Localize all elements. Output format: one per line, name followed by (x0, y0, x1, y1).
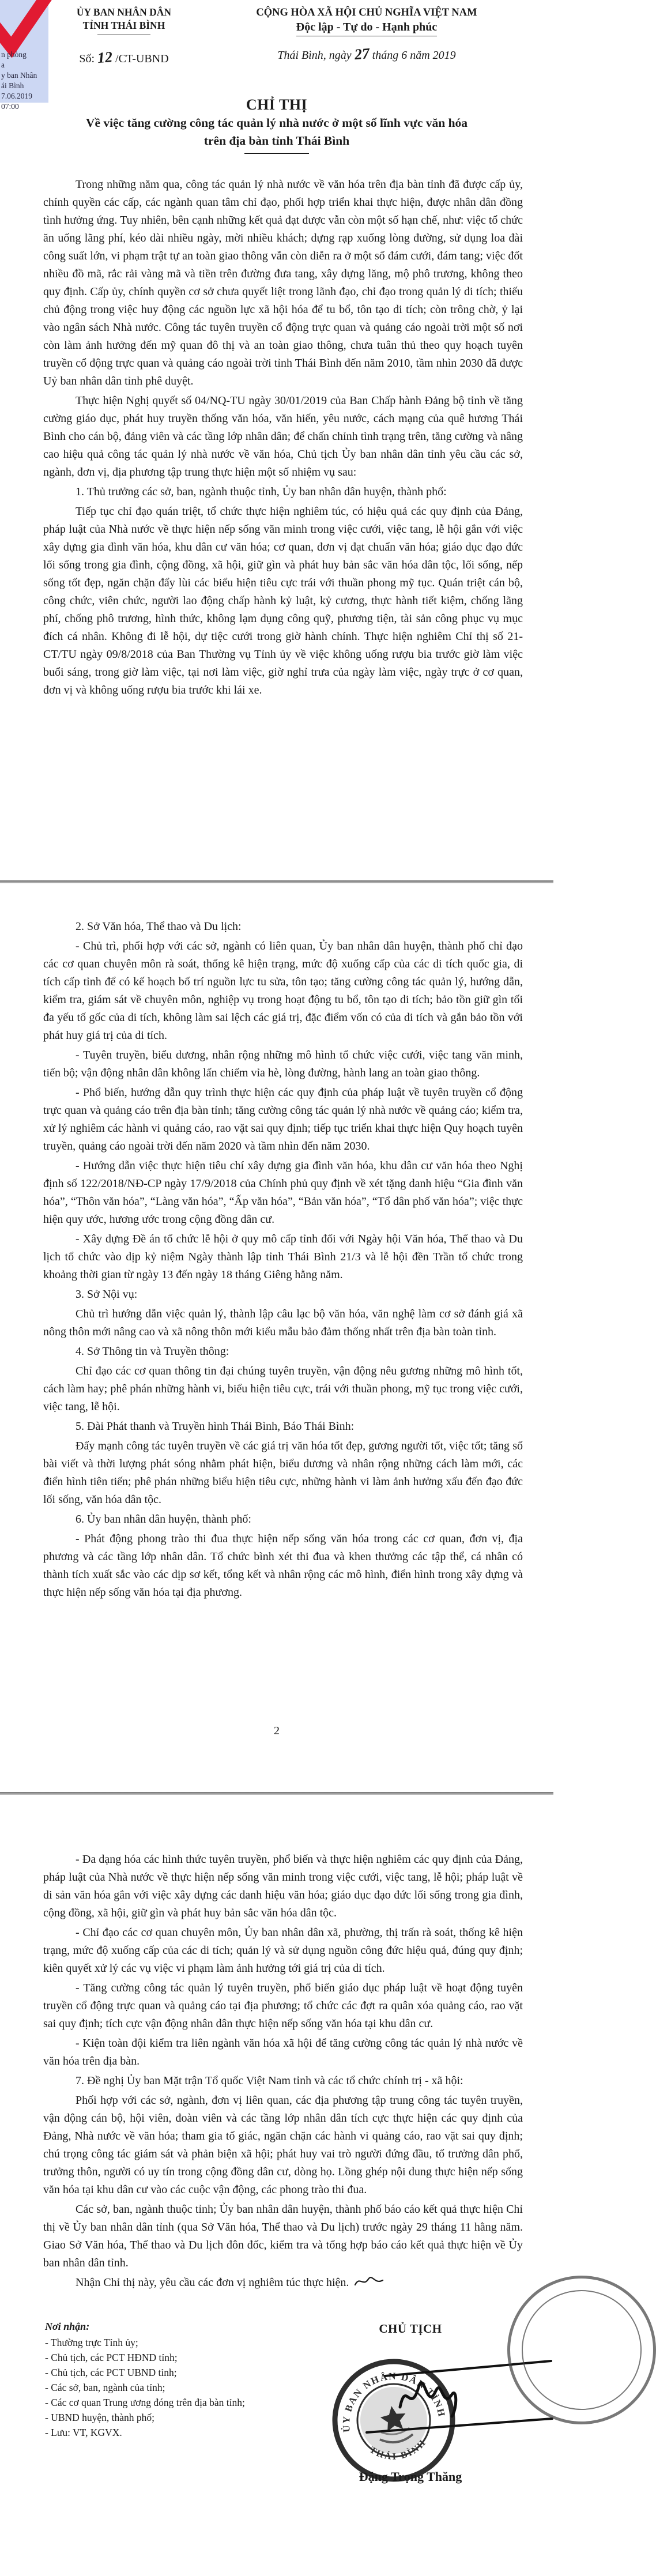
handwritten-number: 12 (96, 48, 114, 67)
paragraph: - Đa dạng hóa các hình thức tuyên truyền, phổ biến và thực hiện nghiêm các quy định của Đảng, pháp luật của Nhà nước về thực hiện nếp sống văn minh trong việc cưới, việc tang, lễ hội; pháp luật về di sản văn hóa gắn với việc xây dựng các danh hiệu văn hóa; giáo dục đạo đức lối sống trong gia đình, cộng đồng, xã hội, giữ gìn và phát huy bản sắc văn hóa dân tộc. (43, 1853, 523, 1919)
number-suffix: /CT-UBND (115, 52, 169, 65)
issuing-authority-block (48, 6, 199, 66)
paragraph: - Chủ trì, phối hợp với các sở, ngành có liên quan, Ủy ban nhân dân huyện, thành phố chỉ đạo các cơ quan chuyên môn rà soát, thống kê hiện trạng, mức độ xuống cấp của các di tích quốc gia, di tích cấp tỉnh để có kế hoạch bố trí nguồn lực tu sửa, tôn tạo; tăng cường công tác quản lý, hướng dẫn, kiểm tra, giám sát về chuyên môn, nghiệp vụ trong hoạt động tu bổ, tôn tạo di tích; bảo tồn giữ gìn tối đa yếu tố gốc của di tích, không làm sai lệch các giá trị, đặc điểm vốn có của di tích và gắn bảo tồn với phát huy giá trị của di tích. (43, 940, 523, 1042)
paragraph: 4. Sở Thông tin và Truyền thông: (76, 1345, 229, 1358)
document-title-block (0, 96, 553, 154)
paragraph: Phối hợp với các sở, ngành, đơn vị liên quan, các địa phương tập trung công tác tuyên truyền, vận động cán bộ, hội viên, đoàn viên và các tầng lớp nhân dân tích cực thực hiện các quy định của Đảng, Nhà nước về văn hóa; tham gia tố giác, ngăn chặn các hành vi quảng cáo, rao vặt sai quy định; chú trọng công tác giám sát và phản biện xã hội; phát huy vai trò người đứng đầu, tổ trưởng dân phố, trưởng thôn, người có uy tín trong cộng đồng dân cư, dòng họ. Lồng ghép nội dung thực hiện nếp sống văn hóa tại khu dân cư vào các cuộc vận động, các phong trào thi đua. (43, 2094, 523, 2196)
paragraph: - Hướng dẫn việc thực hiện tiêu chí xây dựng gia đình văn hóa, khu dân cư văn hóa theo Nghị định số 122/2018/NĐ-CP ngày 17/9/2018 của Chính phủ quy định về xét tặng danh hiệu “Gia đình văn hóa”, “Thôn văn hóa”, “Làng văn hóa”, “Ấp văn hóa”, “Bản văn hóa”, “Tổ dân phố văn hóa”; việc thực hiện quy ước, hương ước trong cộng đồng dân cư. (43, 1159, 523, 1226)
checkmark-icon (0, 0, 45, 53)
paragraph: - Tăng cường công tác quản lý tuyên truyền, phổ biến giáo dục pháp luật về hoạt động tuyên truyền cổ động trực quan và quảng cáo tại địa phương; tổ chức các đợt ra quân xóa quảng cáo, rao vặt sai quy định; tích cực vận động nhân dân thực hiện nếp sống văn hóa tại khu dân cư. (43, 1982, 523, 2030)
page3-body (0, 1795, 553, 2292)
paragraph: Chỉ đạo các cơ quan thông tin đại chúng tuyên truyền, vận động nêu gương những mô hình tốt, cách làm hay; phê phán những hành vi, biểu hiện tiêu cực, trái với thuần phong, mỹ tục trong việc cưới, việc tang, lễ hội. (43, 1365, 523, 1413)
recipient-item: - Lưu: VT, KGVX. (45, 2427, 122, 2438)
national-motto-line2: Độc lập - Tự do - Hạnh phúc (205, 20, 528, 36)
national-header-block (205, 6, 528, 66)
paragraph: - Phổ biến, hướng dẫn quy trình thực hiện các quy định của pháp luật về tuyên truyền cổ động trực quan và quảng cáo trên địa bàn tỉnh; tăng cường công tác quản lý nhà nước về quảng cáo; kiểm tra, xử lý nghiêm các hành vi quảng cáo, rao vặt sai quy định; tiếp tục triển khai thực hiện Quy hoạch tuyên truyền, quảng cáo ngoài trời đến năm 2020 và tầm nhìn đến năm 2030. (43, 1086, 523, 1153)
partial-stamp-edge (507, 2276, 656, 2424)
recipients-label: Nơi nhận: (45, 2321, 90, 2332)
paragraph: Chủ trì hướng dẫn việc quản lý, thành lập câu lạc bộ văn hóa, văn nghệ làm cơ sở đánh giá xã nông thôn mới nâng cao và xã nông thôn mới kiểu mẫu bảo đảm thống nhất trên địa bàn toàn tỉnh. (43, 1308, 523, 1338)
place-date-line: Thái Bình, ngày 27 tháng 6 năm 2019 (277, 44, 456, 63)
recipient-item: - Các cơ quan Trung ương đóng trên địa bàn tỉnh; (45, 2397, 245, 2408)
signer-title: CHỦ TỊCH (379, 2322, 442, 2336)
document-header (0, 0, 553, 66)
document-subject-line1: Về việc tăng cường công tác quản lý nhà nước ở một số lĩnh vực văn hóa (85, 116, 468, 130)
stamp-text-line: ái Bình (1, 81, 24, 90)
paragraph: - Phát động phong trào thi đua thực hiện nếp sống văn hóa trong các cơ quan, đơn vị, địa phương và các tầng lớp nhân dân. Tổ chức bình xét thi đua và khen thưởng các tập thể, cá nhân có thành tích xuất sắc vào các dịp sơ kết, tổng kết và nhân rộng các mô hình, điển hình trong xây dựng và thực hiện nếp sống văn hóa tại địa phương. (43, 1532, 523, 1599)
document-type-title: CHỈ THỊ (246, 96, 308, 113)
recipient-item: - Thường trực Tỉnh ủy; (45, 2337, 138, 2348)
stamp-text-line: n phòng (1, 50, 27, 59)
handwritten-day: 27 (353, 44, 370, 63)
seal-arc-bottom-text: THÁI BÌNH (368, 2437, 429, 2462)
stamp-text-line: a (1, 61, 5, 69)
issuer-line1: ỦY BAN NHÂN DÂN (76, 6, 172, 18)
page1-body (0, 176, 553, 699)
page2-body (0, 883, 553, 1602)
paragraph: - Kiện toàn đội kiểm tra liên ngành văn hóa xã hội để tăng cường công tác quản lý nhà nước về văn hóa trên địa bàn. (43, 2037, 523, 2067)
paragraph: Đẩy mạnh công tác tuyên truyền về các giá trị văn hóa tốt đẹp, gương người tốt, việc tốt; tăng số bài viết và thời lượng phát sóng nhằm phát hiện, biểu dương và nhân rộng những cách làm mới, các điển hình tiên tiến; phê phán những biểu hiện tiêu cực, những hành vi làm ảnh hưởng xấu đến đạo đức lối sống, văn hóa dân tộc. (43, 1440, 523, 1506)
document-number (48, 48, 199, 67)
issuer-line2: TỈNH THÁI BÌNH (82, 20, 165, 31)
closing-sentence: Nhận Chỉ thị này, yêu cầu các đơn vị nghiêm túc thực hiện. (43, 2274, 523, 2292)
recipient-item: - UBND huyện, thành phố; (45, 2412, 155, 2423)
document-page-3 (0, 1795, 553, 2576)
paragraph: 2. Sở Văn hóa, Thể thao và Du lịch: (76, 920, 242, 933)
national-motto-line1: CỘNG HÒA XÃ HỘI CHỦ NGHĨA VIỆT NAM (256, 7, 477, 18)
recipient-item: - Các sở, ban, ngành của tỉnh; (45, 2382, 165, 2393)
paragraph: - Xây dựng Đề án tổ chức lễ hội ở quy mô cấp tỉnh đối với Ngày hội Văn hóa, Thể thao và Du lịch tổ chức vào dịp kỷ niệm Ngày thành lập tỉnh Thái Bình 21/3 và lễ hội đền Trần tổ chức trong khoảng thời gian từ ngày 13 đến ngày 18 tháng Giêng hằng năm. (43, 1233, 523, 1281)
page-number: 2 (274, 1724, 280, 1737)
paragraph: Thực hiện Nghị quyết số 04/NQ-TU ngày 30/01/2019 của Ban Chấp hành Đảng bộ tỉnh về tăng cường giáo dục, phát huy truyền thống văn hóa, văn hiến, yêu nước, cách mạng của quê hương Thái Bình cho cán bộ, đảng viên và các tầng lớp nhân dân; để chấn chỉnh tình trạng trên, tăng cường và nâng cao hiệu quả công tác quản lý nhà nước về văn hóa, Chủ tịch Ủy ban nhân dân tỉnh yêu cầu các sở, ngành, đơn vị, địa phương tập trung thực hiện một số nhiệm vụ sau: (43, 394, 523, 479)
paragraph: - Chỉ đạo các cơ quan chuyên môn, Ủy ban nhân dân xã, phường, thị trấn rà soát, thống kê hiện trạng, mức độ xuống cấp của các di tích; quản lý và sử dụng nguồn công đức hiệu quả, đúng quy định; kiên quyết xử lý các vụ việc vi phạm làm ảnh hưởng tới giá trị của di tích. (43, 1926, 523, 1975)
paragraph: 3. Sở Nội vụ: (76, 1288, 138, 1301)
number-label: Số: (79, 52, 95, 65)
paragraph: Tiếp tục chỉ đạo quán triệt, tổ chức thực hiện nghiêm túc, có hiệu quả các quy định của Đảng, pháp luật của Nhà nước về thực hiện nếp sống văn minh trong việc cưới, việc tang, lễ hội gắn với việc xây dựng gia đình văn hóa, khu dân cư văn hóa; cơ quan, đơn vị đạt chuẩn văn hóa; giáo dục đạo đức lối sống trong gia đình, cộng đồng, xã hội, giữ gìn và phát huy bản sắc văn hóa dân tộc, lối sống, nếp sống tốt đẹp, ngăn chặn đẩy lùi các biểu hiện tiêu cực trái với thuần phong mỹ tục. Quán triệt cán bộ, công chức, viên chức, người lao động chấp hành kỷ luật, kỷ cương, thực hành tiết kiệm, chống lãng phí, chống phô trương, hình thức, không lạm dụng công quỹ, phương tiện, tài sản công phục vụ mục đích cá nhân. Không đi lễ hội, dự tiệc cưới trong giờ hành chính. Thực hiện nghiêm Chỉ thị số 21-CT/TU ngày 09/8/2018 của Ban Thường vụ Tỉnh ủy về việc không uống rượu bia trước giờ làm việc buổi sáng, trong giờ làm việc, tại nơi làm việc, giờ nghỉ trưa của ngày làm việc, ngày trực ở cơ quan, đơn vị và không uống rượu bia trước khi lái xe. (43, 505, 523, 696)
title-underline (244, 153, 309, 154)
partial-stamp-inner-ring (522, 2290, 642, 2410)
paragraph: 7. Đề nghị Ủy ban Mặt trận Tổ quốc Việt Nam tỉnh và các tổ chức chính trị - xã hội: (76, 2074, 463, 2087)
stamp-text (1, 50, 37, 112)
recipients-block (45, 2321, 245, 2440)
recipient-item: - Chủ tịch, các PCT UBND tỉnh; (45, 2367, 177, 2378)
document-page-1 (0, 0, 553, 880)
paragraph: 6. Ủy ban nhân dân huyện, thành phố: (76, 1513, 251, 1526)
paragraph: 5. Đài Phát thanh và Truyền hình Thái Bình, Báo Thái Bình: (76, 1420, 355, 1433)
digital-signature-stamp (0, 0, 48, 111)
handwritten-mark-icon (354, 2274, 384, 2288)
stamp-text-line: 07:00 (1, 102, 19, 111)
document-page-2 (0, 883, 553, 1792)
paragraph: Các sở, ban, ngành thuộc tỉnh; Ủy ban nhân dân huyện, thành phố báo cáo kết quả thực hiện Chỉ thị về Ủy ban nhân dân tỉnh (qua Sở Văn hóa, Thể thao và Du lịch) trước ngày 29 tháng 11 hằng năm. Giao Sở Văn hóa, Thể thao và Du lịch đôn đốc, kiểm tra và tổng hợp báo cáo kết quả thực hiện về Ủy ban nhân dân tỉnh. (43, 2203, 523, 2269)
signer-name: Đặng Trọng Thăng (359, 2469, 462, 2484)
signature-area (0, 2301, 553, 2492)
paragraph: - Tuyên truyền, biểu dương, nhân rộng những mô hình tổ chức việc cưới, việc tang văn minh, tiến bộ; vận động nhân dân không lấn chiếm vỉa hè, lòng đường, hành lang an toàn giao thông. (43, 1049, 523, 1079)
stamp-text-line: y ban Nhân (1, 71, 37, 80)
recipient-item: - Chủ tịch, các PCT HĐND tỉnh; (45, 2352, 178, 2363)
document-subject-line2: trên địa bàn tỉnh Thái Bình (203, 134, 350, 148)
paragraph: 1. Thủ trưởng các sở, ban, ngành thuộc tỉnh, Ủy ban nhân dân huyện, thành phố: (76, 485, 447, 498)
stamp-text-line: 7.06.2019 (1, 92, 32, 100)
paragraph: Trong những năm qua, công tác quản lý nhà nước về văn hóa trên địa bàn tỉnh đã được cấp ủy, chính quyền các cấp, các ngành quan tâm chỉ đạo, phối hợp triển khai thực hiện, được nhân dân đồng tình hưởng ứng. Tuy nhiên, bên cạnh những kết quả đạt được vẫn còn một số hạn chế, như: việc tổ chức ăn uống lãng phí, kéo dài nhiều ngày, mời nhiều khách; dựng rạp xuống lòng đường, sử dụng loa đài công suất lớn, vi phạm trật tự an toàn giao thông vẫn còn diễn ra ở một số đám cưới, đám tang; việc đốt nhiều đồ mã, rắc rải vàng mã và tiền trên đường đưa tang, xây dựng lăng, mộ phô trương, không theo quy định. Cấp ủy, chính quyền cơ sở chưa quyết liệt trong lãnh đạo, chỉ đạo trong quản lý di tích; thiếu chủ động trong việc huy động các nguồn lực xã hội hóa để tu bổ, tôn tạo di tích; còn trông chờ, ỷ lại vào ngân sách Nhà nước. Công tác tuyên truyền cổ động trực quan và quảng cáo ngoài trời một số nơi còn làm ảnh hưởng đến mỹ quan đô thị và an toàn giao thông, chưa tuân thủ theo quy hoạch tuyên truyền cổ động trực quan và quảng cáo ngoài trời tỉnh Thái Bình đến năm 2010, tầm nhìn 2030 đã được Uỷ ban nhân dân tỉnh phê duyệt. (43, 178, 523, 387)
seal-arc-top-text: ỦY BAN NHÂN DÂN TỈNH (340, 2370, 448, 2433)
